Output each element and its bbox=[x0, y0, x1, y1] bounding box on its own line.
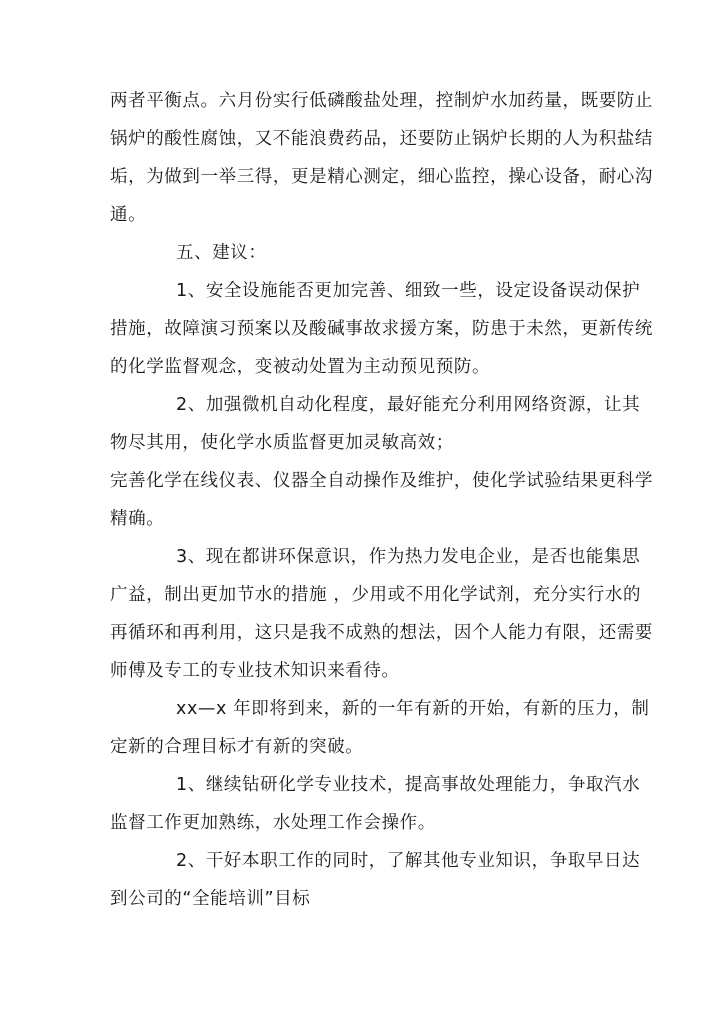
text-line: 措施，故障演习预案以及酸碱事故求援方案，防患于未然，更新传统 bbox=[110, 319, 653, 339]
text-line: 定新的合理目标才有新的突破。 bbox=[110, 737, 364, 757]
text-line: 通。 bbox=[110, 205, 147, 225]
text-line: 到公司的“全能培训”目标 bbox=[110, 889, 311, 909]
text-line: 精确。 bbox=[110, 509, 165, 529]
text-line: 监督工作更加熟练，水处理工作会操作。 bbox=[110, 813, 436, 833]
text-line: 2、加强微机自动化程度，最好能充分利用网络资源，让其 bbox=[176, 395, 641, 415]
text-line: 的化学监督观念，变被动处置为主动预见预防。 bbox=[110, 357, 491, 377]
text-line: 物尽其用，使化学水质监督更加灵敏高效； bbox=[110, 433, 454, 453]
text-line: 师傅及专工的专业技术知识来看待。 bbox=[110, 661, 400, 681]
text-line: 2、干好本职工作的同时，了解其他专业知识，争取早日达 bbox=[176, 851, 641, 871]
text-line: 锅炉的酸性腐蚀，又不能浪费药品，还要防止锅炉长期的人为积盐结 bbox=[110, 129, 653, 149]
text-line: 1、安全设施能否更加完善、细致一些，设定设备误动保护 bbox=[176, 281, 641, 301]
text-line: 两者平衡点。六月份实行低磷酸盐处理，控制炉水加药量，既要防止 bbox=[110, 91, 653, 111]
text-line: 再循环和再利用，这只是我不成熟的想法，因个人能力有限，还需要 bbox=[110, 623, 653, 643]
text-line: 垢，为做到一举三得，更是精心测定，细心监控，操心设备，耐心沟 bbox=[110, 167, 653, 187]
section-heading: 五、建议： bbox=[176, 243, 267, 263]
text-line: 3、现在都讲环保意识，作为热力发电企业，是否也能集思 bbox=[176, 547, 641, 567]
text-line: 完善化学在线仪表、仪器全自动操作及维护，使化学试验结果更科学 bbox=[110, 471, 653, 491]
text-line: 广益，制出更加节水的措施 ，少用或不用化学试剂，充分实行水的 bbox=[110, 585, 642, 605]
text-line: xx—x 年即将到来，新的一年有新的开始，有新的压力，制 bbox=[176, 699, 650, 719]
text-line: 1、继续钻研化学专业技术，提高事故处理能力，争取汽水 bbox=[176, 775, 641, 795]
